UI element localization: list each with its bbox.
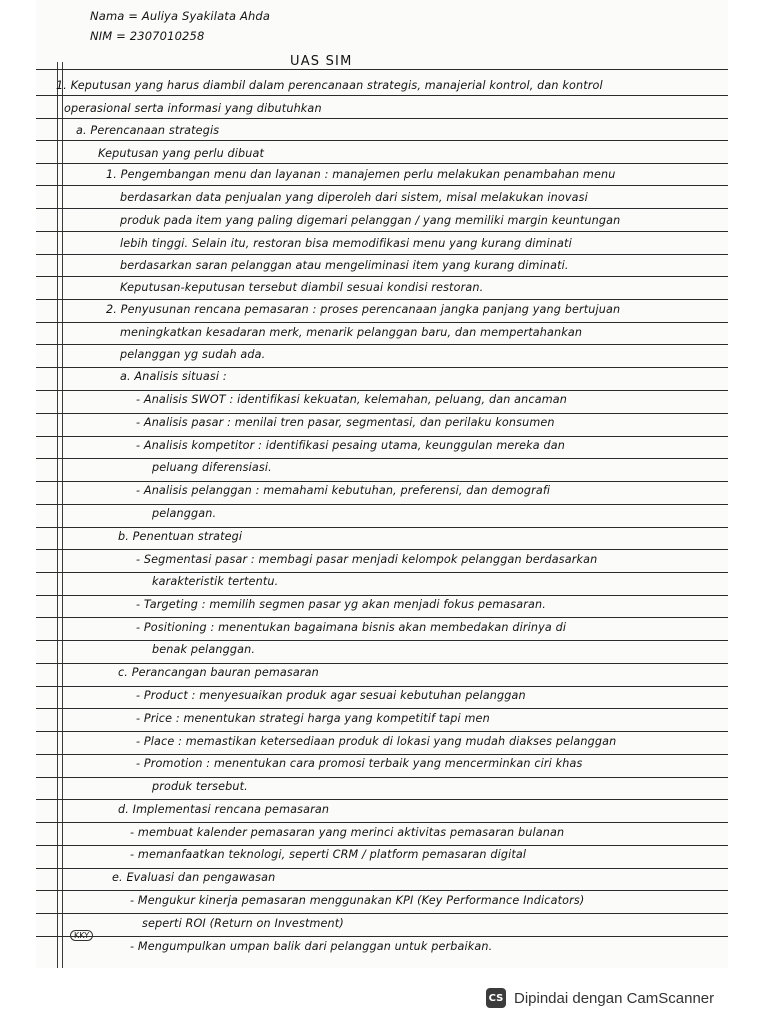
ruled-line [36,731,728,732]
ruled-line [36,936,728,937]
ruled-line [36,822,728,823]
ruled-line [36,754,728,755]
ruled-line [36,527,728,528]
list-item: - Promotion : menentukan cara promosi terbaik yang mencerminkan ciri khas [136,757,583,770]
list-item: - Analisis pasar : menilai tren pasar, segmentasi, dan perilaku konsumen [136,416,555,429]
list-item: - membuat kalender pemasaran yang merinci aktivitas pemasaran bulanan [130,826,565,839]
text-line: berdasarkan data penjualan yang diperoleh dari sistem, misal melakukan inovasi [120,191,588,204]
list-item: - Mengumpulkan umpan balik dari pelanggan untuk perbaikan. [130,940,493,953]
ruled-line [36,390,728,391]
ruled-line [36,322,728,323]
list-item: - Product : menyesuaikan produk agar sesuai kebutuhan pelanggan [136,689,526,702]
subsection-heading: b. Penentuan strategi [118,530,243,543]
ruled-line [36,868,728,869]
text-line: lebih tinggi. Selain itu, restoran bisa memodifikasi menu yang kurang diminati [120,237,572,250]
student-name: Nama = Auliya Syakilata Ahda [90,9,271,23]
list-item: - Analisis SWOT : identifikasi kekuatan, kelemahan, peluang, dan ancaman [136,393,567,406]
text-line: 1. Pengembangan menu dan layanan : manajemen perlu melakukan penambahan menu [106,168,616,181]
ruled-line [36,799,728,800]
ruled-line [36,208,728,209]
ruled-line [36,231,728,232]
list-item: - Targeting : memilih segmen pasar yg akan menjadi fokus pemasaran. [136,598,546,611]
text-line: berdasarkan saran pelanggan atau mengeliminasi item yang kurang diminati. [120,259,569,272]
section-heading: a. Perencanaan strategis [76,124,220,137]
ruled-line [36,890,728,891]
ruled-line [36,185,728,186]
text-line: pelanggan. [152,507,217,520]
ruled-line [36,436,728,437]
ruled-line [36,69,728,70]
ruled-line [36,572,728,573]
ruled-line [36,617,728,618]
list-item: - Positioning : menentukan bagaimana bisnis akan membedakan dirinya di [136,621,567,634]
initials-stamp: KKY [70,930,93,941]
ruled-line [36,344,728,345]
ruled-line [36,163,728,164]
list-item: - Analisis pelanggan : memahami kebutuhan, preferensi, dan demografi [136,484,551,497]
text-line: operasional serta informasi yang dibutuhkan [64,102,322,115]
question-line: 1. Keputusan yang harus diambil dalam perencanaan strategis, manajerial kontrol, dan kontrol [56,79,603,92]
text-line: 2. Penyusunan rencana pemasaran : proses perencanaan jangka panjang yang bertujuan [106,303,621,316]
text-line: karakteristik tertentu. [152,575,279,588]
margin-line [62,62,63,968]
ruled-line [36,95,728,96]
list-item: - memanfaatkan teknologi, seperti CRM / platform pemasaran digital [130,848,527,861]
list-item: - Segmentasi pasar : membagi pasar menjadi kelompok pelanggan berdasarkan [136,553,598,566]
subsection-heading: a. Analisis situasi : [120,370,227,383]
margin-line [57,62,58,968]
ruled-line [36,777,728,778]
subsection-heading: e. Evaluasi dan pengawasan [112,871,276,884]
ruled-line [36,481,728,482]
ruled-line [36,458,728,459]
ruled-line [36,549,728,550]
camscanner-icon: CS [486,988,506,1008]
text-line: peluang diferensiasi. [152,461,272,474]
text-line: pelanggan yg sudah ada. [120,348,266,361]
subheading: Keputusan yang perlu dibuat [98,147,265,160]
ruled-line [36,913,728,914]
text-line: Keputusan-keputusan tersebut diambil sesuai kondisi restoran. [120,281,484,294]
text-line: seperti ROI (Return on Investment) [142,917,344,930]
list-item: - Mengukur kinerja pemasaran menggunakan KPI (Key Performance Indicators) [130,894,585,907]
list-item: - Price : menentukan strategi harga yang kompetitif tapi men [136,712,490,725]
ruled-line [36,640,728,641]
ruled-line [36,413,728,414]
camscanner-text: Dipindai dengan CamScanner [514,989,715,1007]
ruled-line [36,254,728,255]
camscanner-watermark [472,982,768,1014]
ruled-line [36,276,728,277]
ruled-line [36,663,728,664]
student-id: NIM = 2307010258 [90,29,205,43]
subsection-heading: d. Implementasi rencana pemasaran [118,803,330,816]
ruled-line [36,504,728,505]
text-line: produk tersebut. [152,780,248,793]
ruled-line [36,299,728,300]
ruled-line [36,367,728,368]
ruled-line [36,845,728,846]
ruled-line [36,140,728,141]
list-item: - Place : memastikan ketersediaan produk di lokasi yang mudah diakses pelanggan [136,735,617,748]
subsection-heading: c. Perancangan bauran pemasaran [118,666,319,679]
text-line: meningkatkan kesadaran merk, menarik pelanggan baru, dan mempertahankan [120,326,583,339]
ruled-line [36,595,728,596]
text-line: produk pada item yang paling digemari pelanggan / yang memiliki margin keuntungan [120,214,621,227]
ruled-line [36,708,728,709]
list-item: - Analisis kompetitor : identifikasi pesaing utama, keunggulan mereka dan [136,439,566,452]
text-line: benak pelanggan. [152,643,256,656]
ruled-line [36,118,728,119]
ruled-line [36,686,728,687]
page-title: UAS SIM [290,54,353,69]
